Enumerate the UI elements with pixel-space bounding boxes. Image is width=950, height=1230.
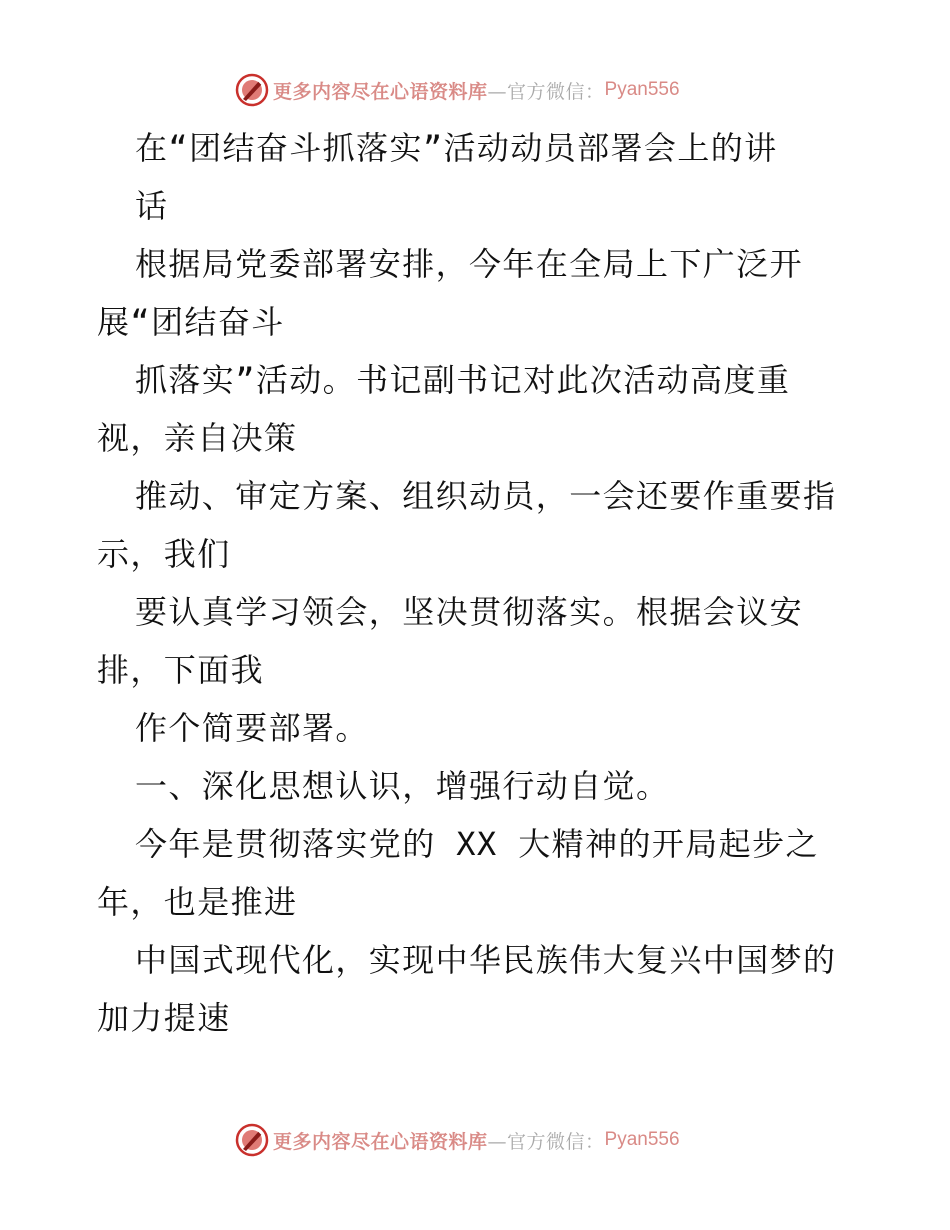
text-line: 今年是贯彻落实党的 XX 大精神的开局起步之: [135, 825, 819, 863]
text-line: 排，下面我: [97, 651, 265, 689]
watermark-sub-text: —官方微信：: [487, 1130, 605, 1153]
watermark-main-text: 更多内容尽在心语资料库: [273, 80, 488, 103]
text-line: 要认真学习领会，坚决贯彻落实。根据会议安: [135, 593, 804, 631]
text-line: 加力提速: [97, 999, 231, 1037]
text-line: 示，我们: [97, 535, 231, 573]
text-line: 推动、审定方案、组织动员，一会还要作重要指: [135, 477, 837, 515]
watermark-main-text: 更多内容尽在心语资料库: [273, 1130, 488, 1153]
text-line: 作个简要部署。: [135, 709, 369, 747]
text-line: 中国式现代化，实现中华民族伟大复兴中国梦的: [135, 941, 837, 979]
footer-watermark: [235, 1122, 680, 1158]
watermark-id-text: Pyan556: [604, 79, 680, 100]
quill-logo-icon: [235, 1123, 269, 1157]
watermark-id-text: Pyan556: [604, 1129, 680, 1150]
text-line: 在“团结奋斗抓落实”活动动员部署会上的讲: [135, 129, 778, 167]
text-line: 抓落实”活动。书记副书记对此次活动高度重: [135, 361, 791, 399]
text-line: 一、深化思想认识，增强行动自觉。: [135, 767, 670, 805]
text-line: 根据局党委部署安排，今年在全局上下广泛开: [135, 245, 804, 283]
text-line: 话: [135, 187, 169, 225]
header-watermark: [235, 72, 680, 108]
document-body: [97, 119, 887, 1047]
quill-logo-icon: [235, 73, 269, 107]
watermark-sub-text: —官方微信：: [487, 80, 605, 103]
text-line: 视，亲自决策: [97, 419, 298, 457]
text-line: 年，也是推进: [97, 883, 298, 921]
text-line: 展“团结奋斗: [97, 303, 285, 341]
